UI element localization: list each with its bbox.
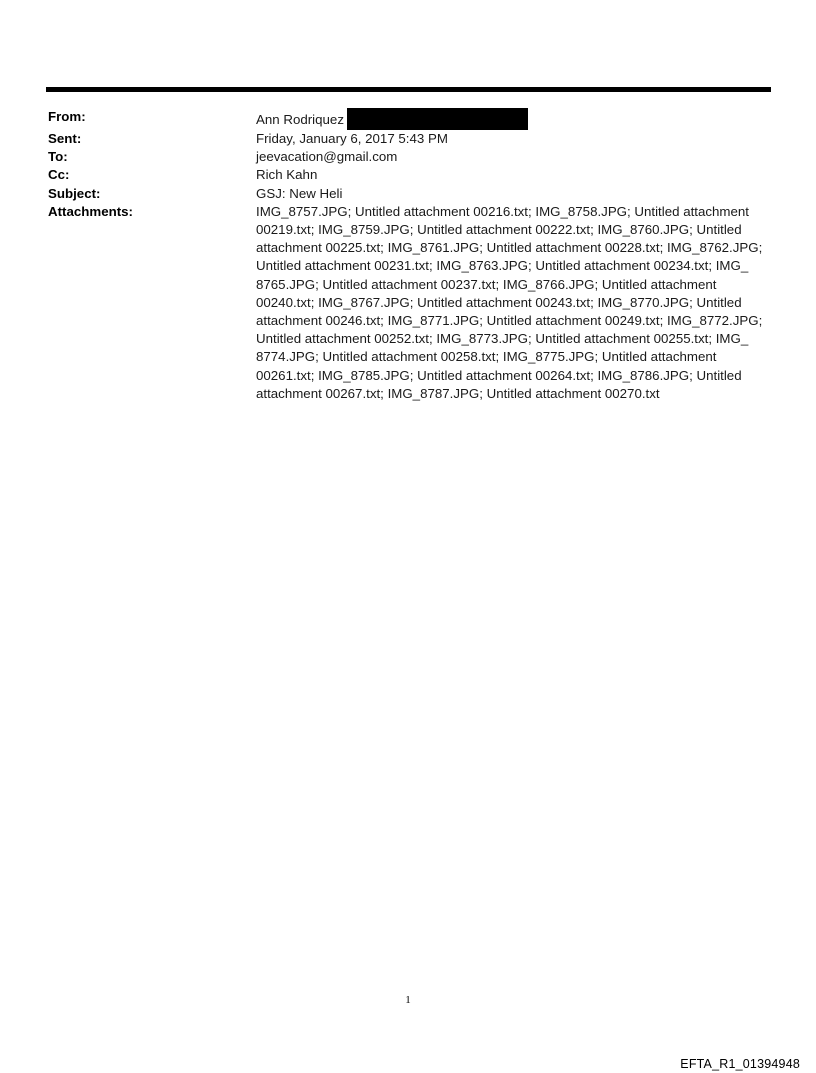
attachments-line: 8774.JPG; Untitled attachment 00258.txt; IMG_8775.JPG; Untitled attachment bbox=[256, 349, 717, 365]
subject-label: Subject: bbox=[48, 185, 101, 201]
attachments-line: 00261.txt; IMG_8785.JPG; Untitled attachment 00264.txt; IMG_8786.JPG; Untitled bbox=[256, 367, 742, 383]
attachments-line: 00240.txt; IMG_8767.JPG; Untitled attachment 00243.txt; IMG_8770.JPG; Untitled bbox=[256, 294, 742, 310]
redaction-block bbox=[347, 108, 528, 130]
attachments-line: 00219.txt; IMG_8759.JPG; Untitled attachment 00222.txt; IMG_8760.JPG; Untitled bbox=[256, 222, 742, 238]
page-number: 1 bbox=[405, 994, 411, 1006]
attachments-list bbox=[256, 203, 762, 403]
cc-label: Cc: bbox=[48, 167, 70, 183]
attachments-row bbox=[48, 203, 763, 403]
from-field bbox=[256, 108, 760, 130]
from-label: From: bbox=[48, 109, 86, 124]
document-id: EFTA_R1_01394948 bbox=[680, 1057, 800, 1071]
subject-row bbox=[48, 185, 760, 203]
cc-row bbox=[48, 166, 760, 184]
to-value: jeevacation@gmail.com bbox=[256, 149, 398, 165]
attachments-line: attachment 00225.txt; IMG_8761.JPG; Untitled attachment 00228.txt; IMG_8762.JPG; bbox=[256, 240, 763, 256]
subject-value: GSJ: New Heli bbox=[256, 185, 343, 201]
from-value: Ann Rodriquez bbox=[256, 112, 344, 127]
attachments-line: 8765.JPG; Untitled attachment 00237.txt; IMG_8766.JPG; Untitled attachment bbox=[256, 276, 717, 292]
sent-row bbox=[48, 130, 760, 148]
attachments-label: Attachments: bbox=[48, 203, 133, 219]
attachments-line: IMG_8757.JPG; Untitled attachment 00216.txt; IMG_8758.JPG; Untitled attachment bbox=[256, 203, 749, 219]
sent-value: Friday, January 6, 2017 5:43 PM bbox=[256, 131, 448, 146]
email-header bbox=[48, 108, 763, 403]
attachments-line: attachment 00246.txt; IMG_8771.JPG; Untitled attachment 00249.txt; IMG_8772.JPG; bbox=[256, 313, 763, 329]
to-label: To: bbox=[48, 149, 68, 165]
from-row bbox=[48, 108, 760, 130]
attachments-line: Untitled attachment 00231.txt; IMG_8763.JPG; Untitled attachment 00234.txt; IMG_ bbox=[256, 258, 749, 274]
attachments-line: Untitled attachment 00252.txt; IMG_8773.JPG; Untitled attachment 00255.txt; IMG_ bbox=[256, 331, 749, 347]
sent-label: Sent: bbox=[48, 131, 82, 146]
header-divider bbox=[46, 87, 771, 92]
to-row bbox=[48, 148, 760, 166]
attachments-line: attachment 00267.txt; IMG_8787.JPG; Untitled attachment 00270.txt bbox=[256, 385, 660, 401]
cc-value: Rich Kahn bbox=[256, 167, 318, 183]
